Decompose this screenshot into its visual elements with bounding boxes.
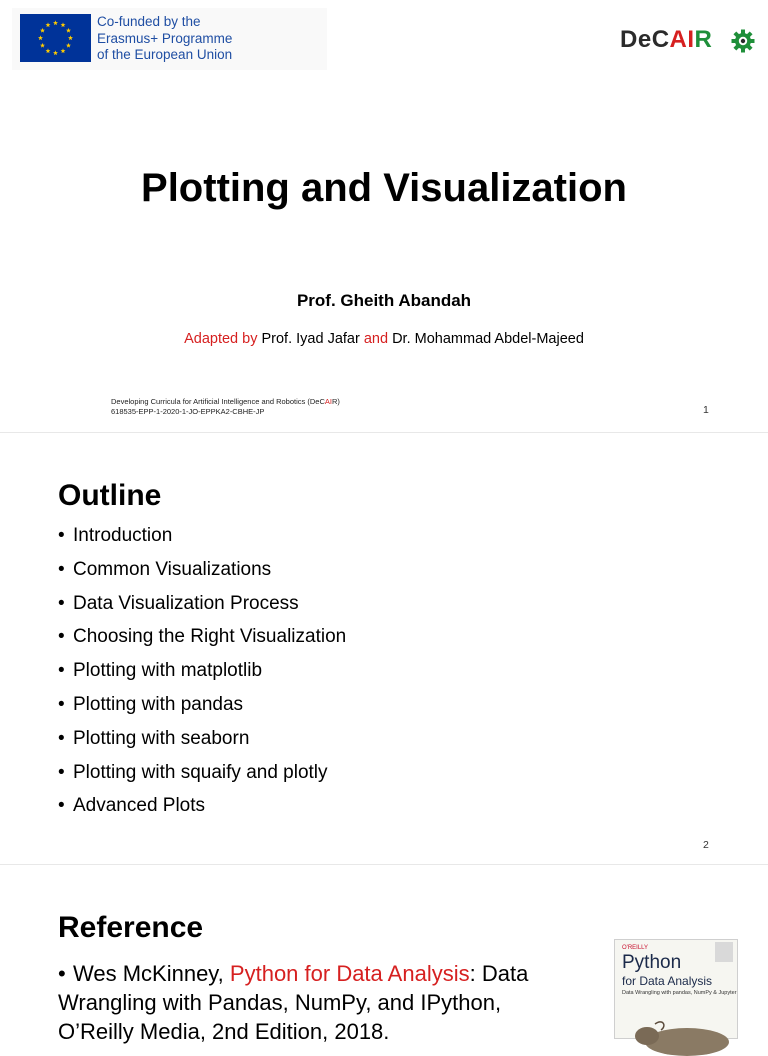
bullet: • [58,626,65,648]
list-item-text: Data Visualization Process [73,592,299,614]
footer-text: Developing Curricula for Artificial Intelligence and Robotics ( [111,397,310,406]
bullet: • [58,525,65,546]
decair-logo [620,26,712,54]
title-slide [0,0,768,432]
eu-logo-text [97,14,232,64]
edition-badge [715,942,733,962]
adapter-name: Prof. Iyad Jafar [261,331,360,347]
bullet: • [58,795,65,817]
bullet: • [58,558,65,580]
book-subtitle: for Data Analysis [622,974,713,988]
book-title: Python [622,952,682,973]
list-item [58,688,346,722]
eu-logo-line: of the European Union [97,47,233,62]
gear-icon [731,29,755,53]
slide-heading: Outline [58,479,162,512]
brand-part: R [694,26,713,53]
footer-text: R [331,397,338,406]
page-number: 1 [703,404,709,416]
list-item [58,519,346,553]
reference-details: : Data Wrangling with Pandas, NumPy, and IPython, O’Reilly Media, 2nd Edition, 2018. [58,961,529,1044]
brand-part: C [651,26,670,53]
list-item-text: Plotting with seaborn [73,727,250,749]
reference-title: Python for Data Analysis [229,961,470,986]
adapter-name: Dr. Mohammad Abdel-Majeed [392,331,584,347]
slide-title: Plotting and Visualization [141,166,627,210]
eu-logo-line: Erasmus+ Programme [97,30,233,46]
reference-author: Wes McKinney, [73,961,224,986]
list-item [58,620,346,654]
footer-line: 618535-EPP-1-2020-1-JO-EPPKA2-CBHE-JP [111,407,265,416]
adapted-by-line [0,331,768,347]
list-item-text: Plotting with squaify and plotly [73,761,328,783]
outline-list [58,519,346,823]
list-item-text: Advanced Plots [73,795,206,817]
bullet: • [58,660,65,682]
book-publisher: O'REILLY [622,945,649,951]
eu-logo-line: Co-funded by the [97,14,201,29]
adapted-prefix: Adapted by [184,331,258,347]
bullet: • [58,727,65,749]
list-item-text: Introduction [73,525,173,546]
footer-text: ) [337,397,340,406]
footer-text: DeC [309,397,325,406]
footer-text: AI [324,397,332,406]
list-item [58,587,346,621]
list-item [58,756,346,790]
footer-line [111,397,340,407]
adapted-and: and [363,331,389,347]
list-item [58,722,346,756]
outline-slide [0,432,768,865]
list-item [58,654,346,688]
bullet: • [58,693,65,715]
page-number: 2 [703,839,709,851]
project-footer [111,397,340,417]
book-animal-illustration [625,1016,735,1056]
list-item [58,553,346,587]
brand-part: AI [669,26,695,53]
list-item-text: Common Visualizations [73,558,272,580]
book-cover [614,939,738,1039]
brand-part: De [620,26,652,53]
list-item [58,789,346,823]
bullet: • [58,961,66,986]
bullet: • [58,761,65,783]
slide-heading: Reference [58,911,204,944]
list-item-text: Choosing the Right Visualization [73,626,347,648]
reference-entry [58,959,558,1046]
eu-flag-icon [20,14,91,62]
list-item-text: Plotting with matplotlib [73,660,263,682]
reference-slide [0,864,768,1044]
book-tagline: Data Wrangling with pandas, NumPy & Jupyter [622,990,737,996]
author-name: Prof. Gheith Abandah [296,291,472,310]
list-item-text: Plotting with pandas [73,693,244,715]
bullet: • [58,592,65,614]
